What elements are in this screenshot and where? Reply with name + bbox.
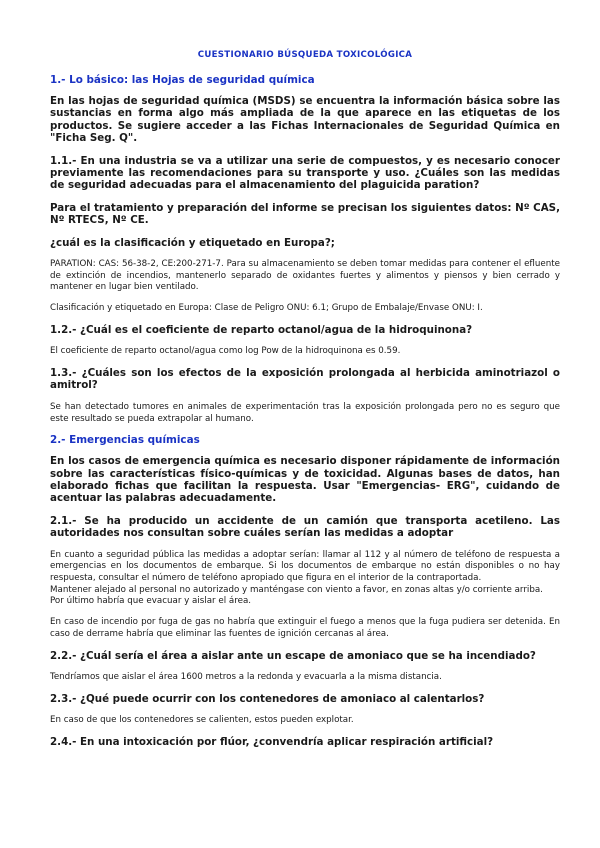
section-2-intro: En los casos de emergencia química es necesario disponer rápidamente de información sobre las características físico-químicas y de toxicidad. Algunas bases de datos, han elaborado fichas que facilitan la respuesta. Usar "Emergencias- ERG", cuidando de acentuar las palabras adecuadamente.: [50, 455, 560, 505]
document-page: [50, 50, 560, 758]
answer-1-3: Se han detectado tumores en animales de experimentación tras la exposición prolongada pero no es seguro que este resultado se pueda extrapolar al humano.: [50, 401, 560, 424]
section-1-intro: En las hojas de seguridad química (MSDS) se encuentra la información básica sobre las sustancias en forma algo más ampliada de la que aparece en las etiquetas de los productos. Se sugiere acceder a las Fichas Internacionales de Seguridad Química en "Ficha Seg. Q".: [50, 95, 560, 145]
question-1-3: 1.3.- ¿Cuáles son los efectos de la exposición prolongada al herbicida aminotriazol o amitrol?: [50, 366, 560, 392]
question-1-1: 1.1.- En una industria se va a utilizar una serie de compuestos, y es necesario conocer previamente las recomendaciones para su transporte y uso. ¿Cuáles son las medidas de seguridad adecuadas para el almacenamiento del plaguicida paration?: [50, 154, 560, 192]
answer-2-1-b: Mantener alejado al personal no autorizado y manténgase con viento a favor, en zonas altas y/o corriente arriba.: [50, 584, 543, 595]
answer-1-1: PARATION: CAS: 56-38-2, CE:200-271-7. Para su almacenamiento se deben tomar medidas para contener el efluente de extinción de incendios, mantenerlo separado de oxidantes fuertes y alimentos y piensos y bien cerrado y mantener en lugar bien ventilado.: [50, 259, 560, 293]
question-1-1-classification: ¿cuál es la clasificación y etiquetado en Europa?;: [50, 236, 335, 249]
section-1-heading: 1.- Lo básico: las Hojas de seguridad química: [50, 74, 315, 86]
answer-1-1-classification: Clasificación y etiquetado en Europa: Clase de Peligro ONU: 6.1; Grupo de Embalaje/Envase ONU: I.: [50, 303, 483, 314]
question-2-2: 2.2.- ¿Cuál sería el área a aislar ante un escape de amoniaco que se ha incendiado?: [50, 649, 536, 662]
question-1-1-data: Para el tratamiento y preparación del informe se precisan los siguientes datos: Nº CAS, Nº RTECS, Nº CE.: [50, 201, 560, 227]
answer-1-2: El coeficiente de reparto octanol/agua como log Pow de la hidroquinona es 0.59.: [50, 346, 401, 357]
question-1-2: 1.2.- ¿Cuál es el coeficiente de reparto octanol/agua de la hidroquinona?: [50, 323, 473, 336]
document-title: CUESTIONARIO BÚSQUEDA TOXICOLÓGICA: [197, 50, 413, 60]
answer-2-1-d: En caso de incendio por fuga de gas no habría que extinguir el fuego a menos que la fuga pudiera ser detenida. En caso de derrame habría que eliminar las fuentes de ignición cercanas al área.: [50, 617, 560, 639]
answer-2-1-c: Por último habría que evacuar y aislar el área.: [50, 596, 252, 607]
answer-2-2: Tendríamos que aislar el área 1600 metros a la redonda y evacuarla a la misma distancia.: [50, 671, 442, 682]
question-2-3: 2.3.- ¿Qué puede ocurrir con los contenedores de amoniaco al calentarlos?: [50, 692, 485, 705]
question-2-1: 2.1.- Se ha producido un accidente de un camión que transporta acetileno. Las autoridades nos consultan sobre cuáles serían las medidas a adoptar: [50, 514, 560, 540]
answer-2-3: En caso de que los contenedores se calienten, estos pueden explotar.: [50, 715, 354, 726]
question-2-4: 2.4.- En una intoxicación por flúor, ¿convendría aplicar respiración artificial?: [50, 735, 494, 748]
section-2-heading: 2.- Emergencias químicas: [50, 434, 200, 447]
answer-2-1: En cuanto a seguridad pública las medidas a adoptar serían: llamar al 112 y al número de teléfono de respuesta a emergencias en los documentos de embarque. Si los documentos de embarque no están disponibles o no hay respuesta, consultar el número de teléfono apropiado que figura en el interior de la contraportada.: [50, 549, 560, 584]
